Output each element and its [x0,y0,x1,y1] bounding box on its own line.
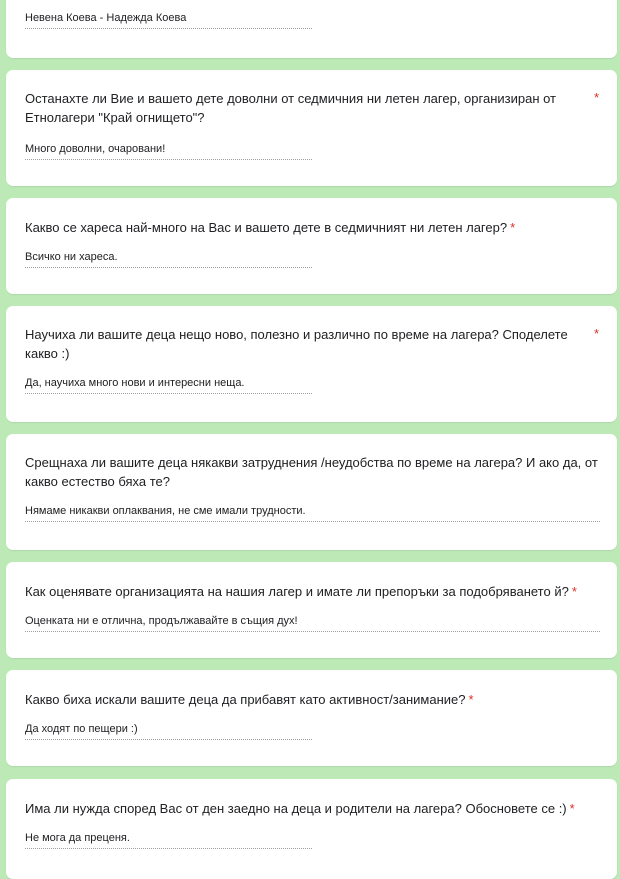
question-title: Научиха ли вашите деца нещо ново, полезно и различно по време на лагера? Споделете какво :) [25,327,568,361]
required-asterisk: * [569,801,575,816]
question-card-parent-day [6,779,617,879]
question-card-activities [6,670,617,766]
question-card-organization [6,562,617,658]
question-title: Останахте ли Вие и вашето дете доволни от седмичния ни летен лагер, организиран от Етнолагери "Край огнището"? [25,91,557,125]
answer-field-organization[interactable]: Оценката ни е отлична, продължавайте в същия дух! [25,614,600,632]
required-asterisk: * [510,220,516,235]
answer-field-learned-new[interactable]: Да, научиха много нови и интересни неща. [25,376,312,394]
question-card-name [6,0,617,58]
question-card-learned-new [6,306,617,422]
question-title: Какво се хареса най-много на Вас и вашето дете в седмичният ни летен лагер? * [25,220,516,235]
answer-field-parent-day[interactable]: Не мога да преценя. [25,831,312,849]
answer-field-difficulties[interactable]: Нямаме никакви оплаквания, не сме имали трудности. [25,504,600,522]
required-asterisk: * [468,692,474,707]
required-asterisk: * [571,584,577,599]
question-card-liked-most [6,198,617,294]
question-card-difficulties [6,434,617,550]
answer-field-liked-most[interactable]: Всичко ни хареса. [25,250,312,268]
question-title: Как оценявате организацията на нашия лагер и имате ли препоръки за подобряването й? * [25,584,577,599]
answer-field-satisfaction[interactable]: Много доволни, очаровани! [25,142,312,160]
question-title: Има ли нужда според Вас от ден заедно на деца и родители на лагера? Обосновете се :) * [25,801,575,816]
question-card-satisfaction [6,70,617,186]
required-asterisk: * [593,326,599,341]
answer-field-activities[interactable]: Да ходят по пещери :) [25,722,312,740]
answer-field-name[interactable]: Невена Коева - Надежда Коева [25,11,312,29]
required-asterisk: * [593,90,599,105]
question-title: Срещнаха ли вашите деца някакви затруднения /неудобства по време на лагера? И ако да, от какво естество бяха те? [25,455,598,489]
question-title: Какво биха искали вашите деца да прибавят като активност/занимание? * [25,692,474,707]
